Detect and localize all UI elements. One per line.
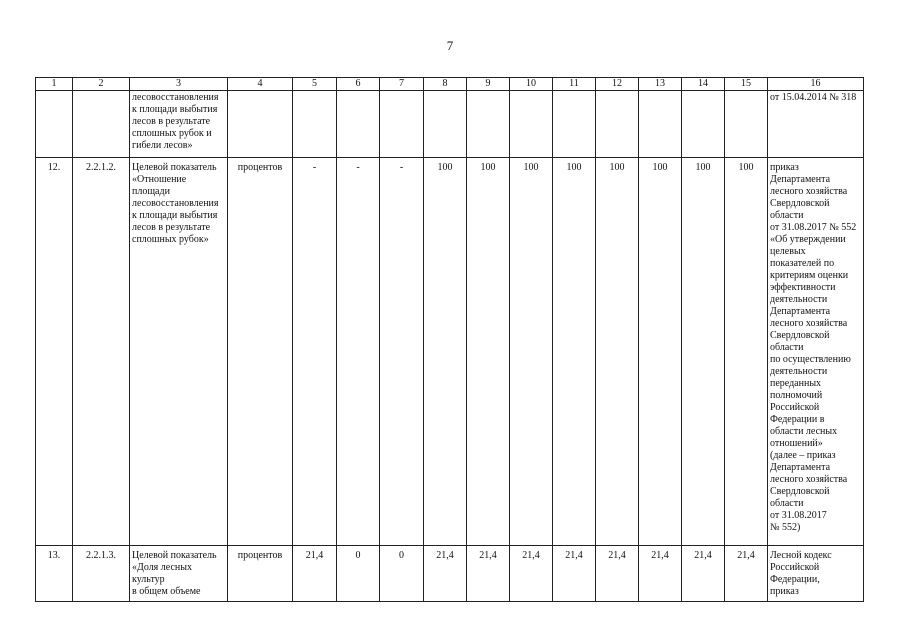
header-cell: 11 bbox=[553, 78, 596, 91]
header-cell: 1 bbox=[36, 78, 73, 91]
header-cell: 10 bbox=[510, 78, 553, 91]
table-header-row bbox=[36, 78, 864, 91]
header-cell: 5 bbox=[293, 78, 337, 91]
row-number-cell: 13. bbox=[36, 546, 73, 602]
page-number: 7 bbox=[446, 38, 454, 53]
value-cell bbox=[510, 91, 553, 158]
header-cell: 3 bbox=[130, 78, 228, 91]
value-cell: 21,4 bbox=[510, 546, 553, 602]
unit-cell: процентов bbox=[228, 158, 293, 546]
source-cell: Лесной кодекс Российской Федерации, приказ bbox=[768, 546, 864, 602]
indicator-name-cell: Целевой показатель «Доля лесных культур в общем объеме bbox=[130, 546, 228, 602]
value-cell: 100 bbox=[682, 158, 725, 546]
table-row bbox=[36, 546, 864, 602]
value-cell: 21,4 bbox=[424, 546, 467, 602]
indicator-name-cell: Целевой показатель «Отношение площади лесовосстановления к площади выбытия лесов в результате сплошных рубок» bbox=[130, 158, 228, 546]
value-cell bbox=[380, 91, 424, 158]
header-cell: 7 bbox=[380, 78, 424, 91]
value-cell: 21,4 bbox=[682, 546, 725, 602]
header-cell: 6 bbox=[337, 78, 380, 91]
source-cell: от 15.04.2014 № 318 bbox=[768, 91, 864, 158]
table-row bbox=[36, 91, 864, 158]
header-cell: 14 bbox=[682, 78, 725, 91]
header-cell: 9 bbox=[467, 78, 510, 91]
value-cell: 100 bbox=[639, 158, 682, 546]
value-cell bbox=[682, 91, 725, 158]
value-cell: 21,4 bbox=[553, 546, 596, 602]
value-cell: - bbox=[337, 158, 380, 546]
value-cell bbox=[725, 91, 768, 158]
value-cell: 100 bbox=[424, 158, 467, 546]
header-cell: 15 bbox=[725, 78, 768, 91]
value-cell: 100 bbox=[467, 158, 510, 546]
value-cell: 21,4 bbox=[639, 546, 682, 602]
value-cell bbox=[596, 91, 639, 158]
unit-cell bbox=[228, 91, 293, 158]
table-row bbox=[36, 158, 864, 546]
value-cell bbox=[467, 91, 510, 158]
value-cell: 100 bbox=[725, 158, 768, 546]
value-cell: 0 bbox=[380, 546, 424, 602]
value-cell: 21,4 bbox=[596, 546, 639, 602]
header-cell: 2 bbox=[73, 78, 130, 91]
code-cell: 2.2.1.3. bbox=[73, 546, 130, 602]
header-cell: 12 bbox=[596, 78, 639, 91]
value-cell: 0 bbox=[337, 546, 380, 602]
row-number-cell bbox=[36, 91, 73, 158]
code-cell bbox=[73, 91, 130, 158]
unit-cell: процентов bbox=[228, 546, 293, 602]
header-cell: 4 bbox=[228, 78, 293, 91]
header-cell: 16 bbox=[768, 78, 864, 91]
value-cell bbox=[424, 91, 467, 158]
value-cell: 100 bbox=[510, 158, 553, 546]
code-cell: 2.2.1.2. bbox=[73, 158, 130, 546]
value-cell: - bbox=[293, 158, 337, 546]
value-cell: 21,4 bbox=[293, 546, 337, 602]
value-cell: 100 bbox=[553, 158, 596, 546]
header-cell: 8 bbox=[424, 78, 467, 91]
source-cell: приказ Департамента лесного хозяйства Свердловской области от 31.08.2017 № 552 «Об утверждении целевых показателей по критериям оценки эффективности деятельности Департамента лесного хозяйства Свердловской области по осуществлению деятельности переданных полномочий Российской Федерации в области лесных отношений» (далее – приказ Департамента лесного хозяйства Свердловской области от 31.08.2017 № 552) bbox=[768, 158, 864, 546]
value-cell bbox=[639, 91, 682, 158]
header-cell: 13 bbox=[639, 78, 682, 91]
value-cell: 21,4 bbox=[467, 546, 510, 602]
value-cell bbox=[293, 91, 337, 158]
value-cell: - bbox=[380, 158, 424, 546]
indicator-name-cell: лесовосстановления к площади выбытия лесов в результате сплошных рубок и гибели лесов» bbox=[130, 91, 228, 158]
value-cell: 21,4 bbox=[725, 546, 768, 602]
row-number-cell: 12. bbox=[36, 158, 73, 546]
indicators-table bbox=[35, 77, 864, 602]
value-cell bbox=[337, 91, 380, 158]
value-cell: 100 bbox=[596, 158, 639, 546]
value-cell bbox=[553, 91, 596, 158]
